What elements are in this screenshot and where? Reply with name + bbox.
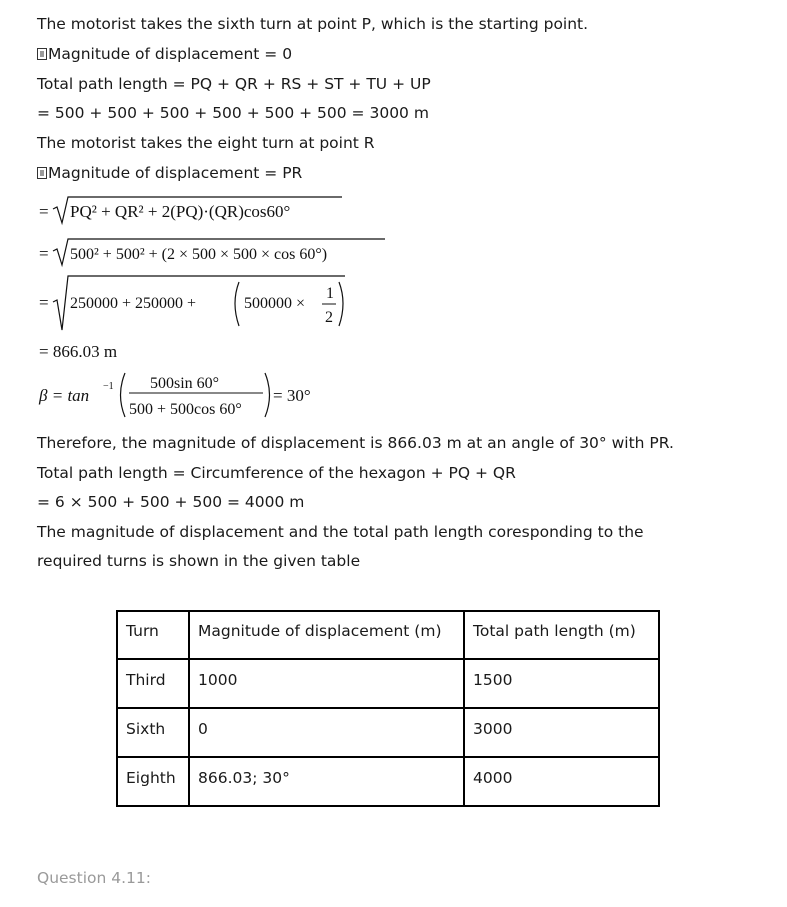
- text-line: The motorist takes the eight turn at point R: [37, 134, 375, 152]
- eq1-equals: =: [39, 202, 49, 221]
- equation-1: [37, 195, 357, 230]
- table-cell: 1500: [464, 659, 659, 708]
- table-cell: 1000: [189, 659, 464, 708]
- text-line: [37, 44, 292, 64]
- beta-superscript: −1: [103, 381, 114, 392]
- eq1-body: PQ² + QR² + 2(PQ)·(QR)cos60°: [70, 202, 291, 221]
- text-line: Total path length = PQ + QR + RS + ST + TU + UP: [37, 75, 431, 93]
- eq3-numerator: 1: [326, 285, 334, 302]
- beta-rhs: = 30°: [273, 386, 311, 405]
- right-paren-icon: [339, 282, 343, 326]
- text-line: Therefore, the magnitude of displacement is 866.03 m at an angle of 30° with PR.: [37, 434, 674, 452]
- table-cell: 4000: [464, 757, 659, 806]
- table-header-row: [117, 611, 659, 659]
- table-cell: Third: [117, 659, 189, 708]
- eq4-result: = 866.03 m: [39, 342, 118, 361]
- text-line: = 500 + 500 + 500 + 500 + 500 + 500 = 3000 m: [37, 104, 429, 122]
- therefore-symbol-icon: [37, 48, 47, 60]
- text-span: Magnitude of displacement = 0: [48, 45, 293, 63]
- equation-beta: [37, 369, 337, 426]
- left-paren-icon: [235, 282, 239, 326]
- table-cell: Eighth: [117, 757, 189, 806]
- text-line: [37, 163, 302, 183]
- table-header-cell: Total path length (m): [464, 611, 659, 659]
- table-row: [117, 757, 659, 806]
- text-line: The magnitude of displacement and the total path length coresponding to the: [37, 523, 644, 541]
- question-heading: Question 4.11:: [37, 869, 151, 887]
- right-paren-icon: [265, 373, 270, 417]
- left-paren-icon: [121, 373, 126, 417]
- results-table: [116, 610, 660, 807]
- beta-denominator: 500 + 500cos 60°: [129, 401, 242, 418]
- table-header-cell: Turn: [117, 611, 189, 659]
- text-line: Total path length = Circumference of the hexagon + PQ + QR: [37, 464, 516, 482]
- eq2-equals: =: [39, 244, 49, 263]
- therefore-symbol-icon: [37, 167, 47, 179]
- eq3-equals: =: [39, 293, 49, 312]
- table-cell: 866.03; 30°: [189, 757, 464, 806]
- table-cell: 0: [189, 708, 464, 757]
- table-cell: 3000: [464, 708, 659, 757]
- text-span: Magnitude of displacement = PR: [48, 164, 303, 182]
- text-line: required turns is shown in the given table: [37, 552, 361, 570]
- beta-lhs: β = tan: [39, 386, 90, 405]
- eq3-denominator: 2: [325, 309, 333, 326]
- table-header-cell: Magnitude of displacement (m): [189, 611, 464, 659]
- text-line: The motorist takes the sixth turn at point P, which is the starting point.: [37, 15, 589, 33]
- eq3-body: 250000 + 250000 +: [70, 295, 197, 312]
- eq3-inner: 500000 ×: [244, 295, 306, 312]
- equation-2: [37, 237, 397, 272]
- equation-3: [37, 274, 357, 339]
- beta-numerator: 500sin 60°: [150, 375, 220, 392]
- table-row: [117, 659, 659, 708]
- table-row: [117, 708, 659, 757]
- eq2-body: 500² + 500² + (2 × 500 × 500 × cos 60°): [70, 246, 328, 263]
- table-cell: Sixth: [117, 708, 189, 757]
- text-line: = 6 × 500 + 500 + 500 = 4000 m: [37, 493, 305, 511]
- equation-4: [37, 339, 157, 370]
